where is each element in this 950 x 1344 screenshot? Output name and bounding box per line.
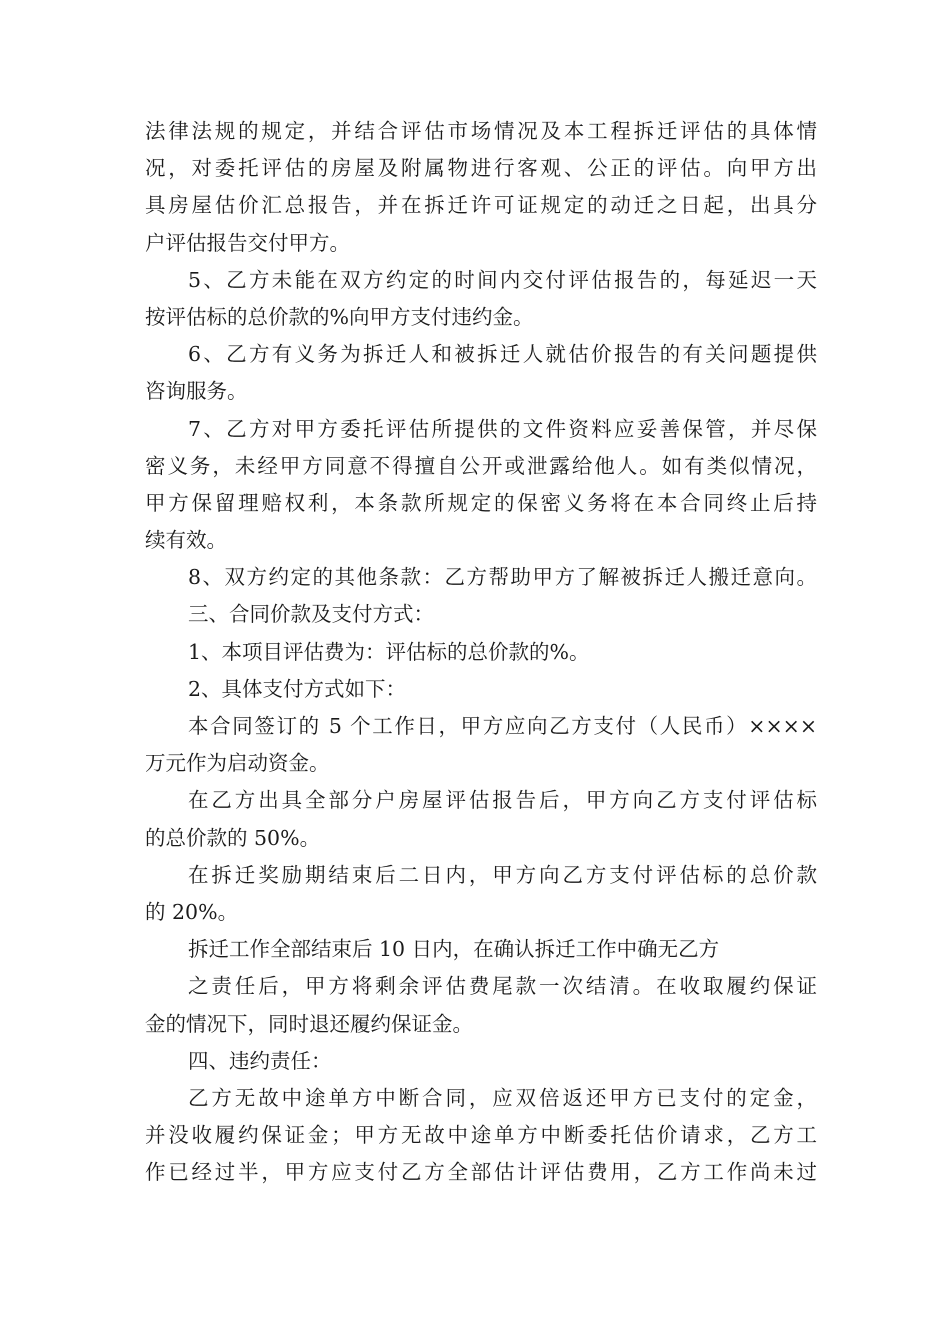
text-line: 在拆迁奖励期结束后二日内，甲方向乙方支付评估标的总价款: [188, 862, 817, 887]
text-line: 户评估报告交付甲方。: [145, 230, 350, 255]
text-line: 拆迁工作全部结束后 10 日内，在确认拆迁工作中确无乙方: [188, 937, 720, 962]
text-line: 甲方保留理赔权利，本条款所规定的保密义务将在本合同终止后持: [145, 490, 817, 515]
text-line: 作已经过半，甲方应支付乙方全部估计评估费用，乙方工作尚未过: [145, 1160, 817, 1185]
document-body: [145, 113, 817, 1191]
text-line: 密义务，未经甲方同意不得擅自公开或泄露给他人。如有类似情况，: [145, 453, 817, 478]
text-line: 6、乙方有义务为拆迁人和被拆迁人就估价报告的有关问题提供: [188, 342, 817, 367]
text-line: 万元作为启动资金。: [145, 751, 330, 776]
text-line: 7、乙方对甲方委托评估所提供的文件资料应妥善保管，并尽保: [188, 416, 817, 441]
text-line: 并没收履约保证金；甲方无故中途单方中断委托估价请求，乙方工: [145, 1123, 817, 1148]
text-line: 续有效。: [145, 528, 227, 553]
text-line: 8、双方约定的其他条款：乙方帮助甲方了解被拆迁人搬迁意向。: [188, 565, 817, 590]
text-line: 法律法规的规定，并结合评估市场情况及本工程拆迁评估的具体情: [145, 119, 817, 143]
text-line: 三、合同价款及支付方式：: [188, 602, 434, 627]
text-line: 1、本项目评估费为：评估标的总价款的%。: [188, 639, 590, 664]
text-line: 乙方无故中途单方中断合同，应双倍返还甲方已支付的定金，: [188, 1085, 817, 1110]
text-line: 金的情况下，同时退还履约保证金。: [145, 1011, 473, 1036]
text-line: 2、具体支付方式如下：: [188, 676, 407, 701]
text-line: 四、违约责任：: [188, 1048, 332, 1073]
text-line: 按评估标的总价款的%向甲方支付违约金。: [145, 304, 534, 329]
text-line: 的总价款的 50%。: [145, 825, 321, 850]
text-line: 的 20%。: [145, 899, 239, 924]
text-line: 况，对委托评估的房屋及附属物进行客观、公正的评估。向甲方出: [145, 156, 817, 181]
text-line: 在乙方出具全部分户房屋评估报告后，甲方向乙方支付评估标: [188, 788, 817, 813]
text-line: 之责任后，甲方将剩余评估费尾款一次结清。在收取履约保证: [188, 974, 817, 999]
document-page: [145, 113, 817, 1191]
text-line: 5、乙方未能在双方约定的时间内交付评估报告的，每延迟一天: [188, 267, 817, 292]
text-line: 咨询服务。: [145, 379, 248, 404]
text-line: 本合同签订的 5 个工作日，甲方应向乙方支付（人民币）××××: [188, 714, 817, 738]
text-line: 具房屋估价汇总报告，并在拆迁许可证规定的动迁之日起，出具分: [145, 193, 817, 218]
